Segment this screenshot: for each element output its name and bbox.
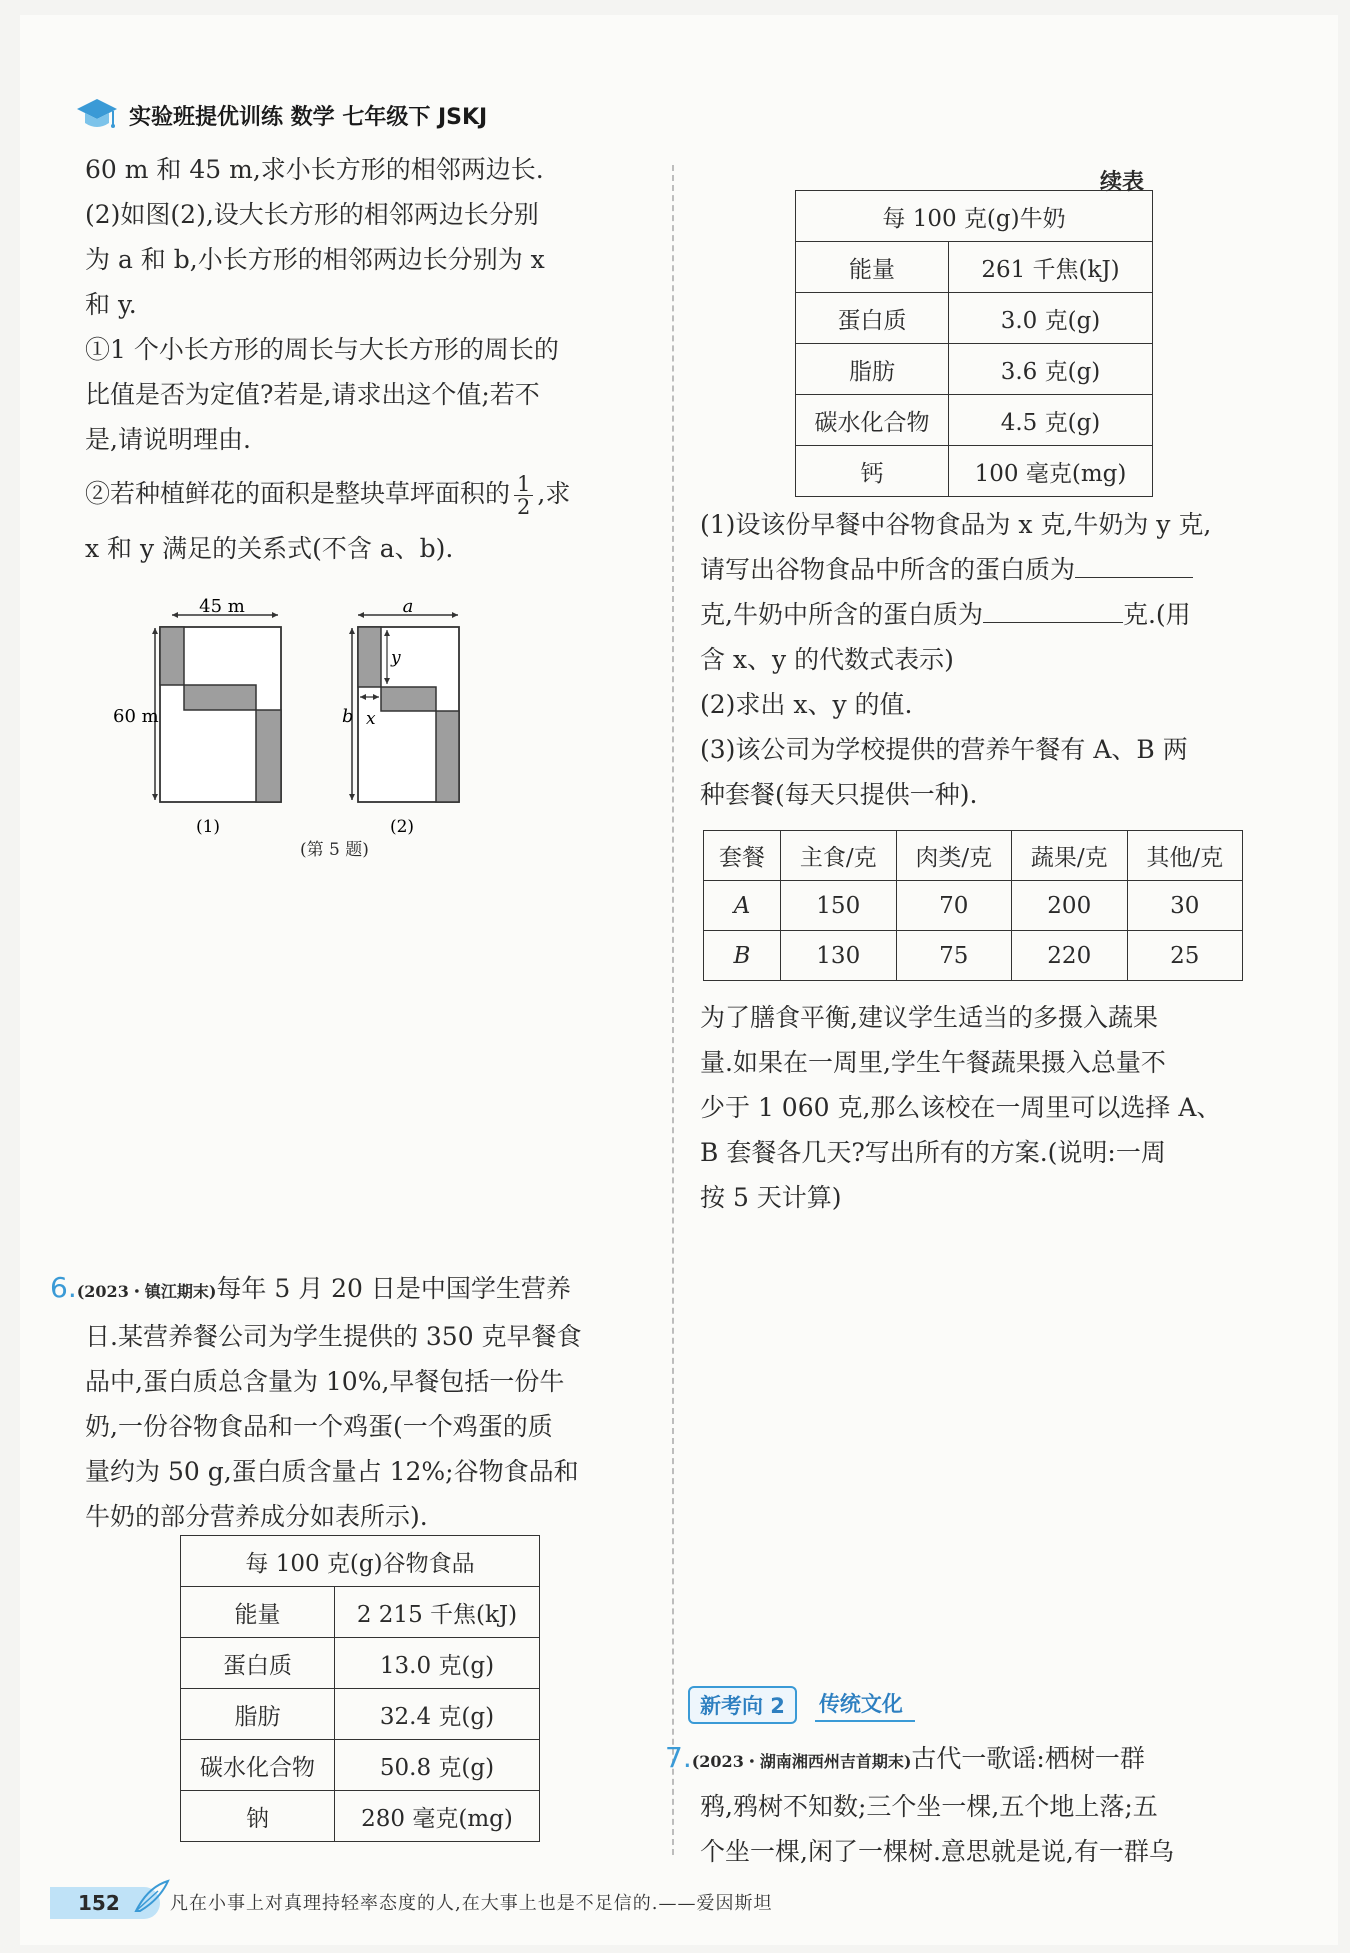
page-header	[75, 95, 487, 135]
table-cell: 280 毫克(mg)	[335, 1791, 540, 1842]
column-divider	[672, 165, 674, 1855]
table-cell: 220	[1012, 931, 1128, 981]
text-segment: 请写出谷物食品中所含的蛋白质为	[700, 555, 1076, 584]
text-line: 为 a 和 b,小长方形的相邻两边长分别为 x	[85, 245, 545, 274]
table-cell: 13.0 克(g)	[335, 1638, 540, 1689]
table-cell: B	[704, 931, 781, 981]
text-line: 品中,蛋白质总含量为 10%,早餐包括一份牛	[85, 1367, 565, 1396]
fig1-left-label: 60 m	[113, 706, 159, 727]
table-cell: 3.6 克(g)	[949, 344, 1153, 395]
text-line: 个坐一棵,闲了一棵树.意思就是说,有一群乌	[700, 1837, 1174, 1866]
feather-pen-icon	[132, 1877, 172, 1917]
table-cell: 3.0 克(g)	[949, 293, 1153, 344]
milk-nutrition-table	[795, 190, 1153, 497]
text-line: (1)设该份早餐中谷物食品为 x 克,牛奶为 y 克,	[700, 510, 1212, 539]
table-cell: 脂肪	[181, 1689, 335, 1740]
footer-quote: 凡在小事上对真理持轻率态度的人,在大事上也是不足信的.——爱因斯坦	[170, 1893, 773, 1914]
text-line: B 套餐各几天?写出所有的方案.(说明:一周	[700, 1138, 1166, 1167]
table-cell: 200	[1012, 881, 1128, 931]
table-cell: 261 千焦(kJ)	[949, 242, 1153, 293]
text-line-fraction	[85, 462, 665, 526]
fig2-top-label: a	[402, 596, 414, 617]
figure-2	[342, 596, 459, 837]
table-cell: 32.4 克(g)	[335, 1689, 540, 1740]
table-cell: 30	[1127, 881, 1243, 931]
table-cell: 70	[896, 881, 1012, 931]
answer-blank[interactable]	[1075, 551, 1193, 578]
table-cell: 75	[896, 931, 1012, 981]
text-line: ①1 个小长方形的周长与大长方形的周长的	[85, 335, 559, 364]
q7-first-line	[665, 1735, 1330, 1784]
fraction-line-post: ,求	[537, 479, 571, 508]
question-6-part3-text	[700, 995, 1330, 1220]
text-line: 60 m 和 45 m,求小长方形的相邻两边长.	[85, 155, 544, 184]
text-line	[700, 547, 1330, 592]
section-label: 新考向 2	[688, 1686, 797, 1724]
text-segment: 克,牛奶中所含的蛋白质为	[700, 600, 983, 629]
text-line: 鸦,鸦树不知数;三个坐一棵,五个地上落;五	[700, 1792, 1158, 1821]
text-line: 种套餐(每天只提供一种).	[700, 780, 978, 809]
text-line: (2)求出 x、y 的值.	[700, 690, 913, 719]
table-header-cell: 主食/克	[781, 831, 897, 881]
fig2-x-label: x	[366, 709, 376, 729]
text-line: 日.某营养餐公司为学生提供的 350 克早餐食	[85, 1322, 582, 1351]
table-cell: 碳水化合物	[796, 395, 949, 446]
question-number: 6.	[50, 1271, 77, 1304]
fraction-numerator: 1	[514, 473, 533, 496]
table-cell: 2 215 千焦(kJ)	[335, 1587, 540, 1638]
q6-first-line	[50, 1265, 670, 1314]
table-cell: 碳水化合物	[181, 1740, 335, 1791]
table-header-cell: 套餐	[704, 831, 781, 881]
figure-1	[113, 596, 281, 837]
question-source: (2023・镇江期末)	[76, 1282, 217, 1301]
text-line: (3)该公司为学校提供的营养午餐有 A、B 两	[700, 735, 1188, 764]
table-header-cell: 肉类/克	[896, 831, 1012, 881]
text-line: 量.如果在一周里,学生午餐蔬果摄入总量不	[700, 1048, 1166, 1077]
text-line: 比值是否为定值?若是,请求出这个值;若不	[85, 380, 540, 409]
table-cell: 25	[1127, 931, 1243, 981]
section-title: 传统文化	[815, 1688, 915, 1722]
table-cell: 蛋白质	[796, 293, 949, 344]
table-cell: 蛋白质	[181, 1638, 335, 1689]
text-segment: 克.(用	[1122, 600, 1191, 629]
text-line: 按 5 天计算)	[700, 1183, 842, 1212]
section-tag	[688, 1685, 915, 1725]
table-cell: 钙	[796, 446, 949, 497]
cereal-nutrition-table	[180, 1535, 540, 1842]
lunch-set-table	[703, 830, 1243, 981]
table-header: 每 100 克(g)牛奶	[796, 191, 1153, 242]
answer-blank[interactable]	[983, 596, 1123, 623]
question-6	[50, 1265, 670, 1539]
text-line: 含 x、y 的代数式表示)	[700, 645, 954, 674]
fig1-caption: (1)	[195, 817, 221, 837]
text-line: 奶,一份谷物食品和一个鸡蛋(一个鸡蛋的质	[85, 1412, 553, 1441]
table-cell: 4.5 克(g)	[949, 395, 1153, 446]
graduation-cap-icon	[75, 95, 119, 135]
text-line: (2)如图(2),设大长方形的相邻两边长分别	[85, 200, 539, 229]
fig1-top-label: 45 m	[199, 596, 245, 617]
fig2-left-label: b	[342, 706, 354, 727]
text-line: 牛奶的部分营养成分如表所示).	[85, 1502, 428, 1531]
question-7	[665, 1735, 1330, 1874]
table-cell: 能量	[181, 1587, 335, 1638]
fraction-denominator: 2	[517, 495, 531, 519]
question-6-parts	[700, 502, 1330, 817]
problem-5-text	[85, 147, 665, 571]
page-number: 152	[50, 1887, 160, 1919]
table-cell: 能量	[796, 242, 949, 293]
fraction-line-pre: ②若种植鲜花的面积是整块草坪面积的	[85, 479, 511, 508]
text-line	[700, 592, 1330, 637]
text-line: 少于 1 060 克,那么该校在一周里可以选择 A、	[700, 1093, 1222, 1122]
problem-5-figure	[113, 596, 560, 840]
text-line: 古代一歌谣:栖树一群	[911, 1744, 1145, 1773]
fraction	[514, 473, 533, 518]
text-line: 为了膳食平衡,建议学生适当的多摄入蔬果	[700, 1003, 1158, 1032]
table-cell: 130	[781, 931, 897, 981]
continued-label: 续表	[1100, 170, 1145, 195]
text-line: 量约为 50 g,蛋白质含量占 12%;谷物食品和	[85, 1457, 579, 1486]
text-line: 和 y.	[85, 290, 137, 319]
table-cell: 脂肪	[796, 344, 949, 395]
table-cell: 150	[781, 881, 897, 931]
text-line: x 和 y 满足的关系式(不含 a、b).	[85, 534, 454, 563]
question-source: (2023・湖南湘西州吉首期末)	[691, 1752, 912, 1771]
table-header: 每 100 克(g)谷物食品	[181, 1536, 540, 1587]
table-cell: 100 毫克(mg)	[949, 446, 1153, 497]
question-number: 7.	[665, 1741, 692, 1774]
book-title: 实验班提优训练 数学 七年级下 JSKJ	[129, 104, 488, 130]
fig2-y-label: y	[391, 648, 401, 668]
figure-caption: (第 5 题)	[300, 840, 369, 860]
page	[20, 15, 1338, 1945]
text-line: 每年 5 月 20 日是中国学生营养	[216, 1274, 571, 1303]
text-line: 是,请说明理由.	[85, 425, 251, 454]
table-cell: 50.8 克(g)	[335, 1740, 540, 1791]
fig2-caption: (2)	[389, 817, 415, 837]
table-header-cell: 蔬果/克	[1012, 831, 1128, 881]
table-cell: 钠	[181, 1791, 335, 1842]
table-header-cell: 其他/克	[1127, 831, 1243, 881]
table-cell: A	[704, 881, 781, 931]
